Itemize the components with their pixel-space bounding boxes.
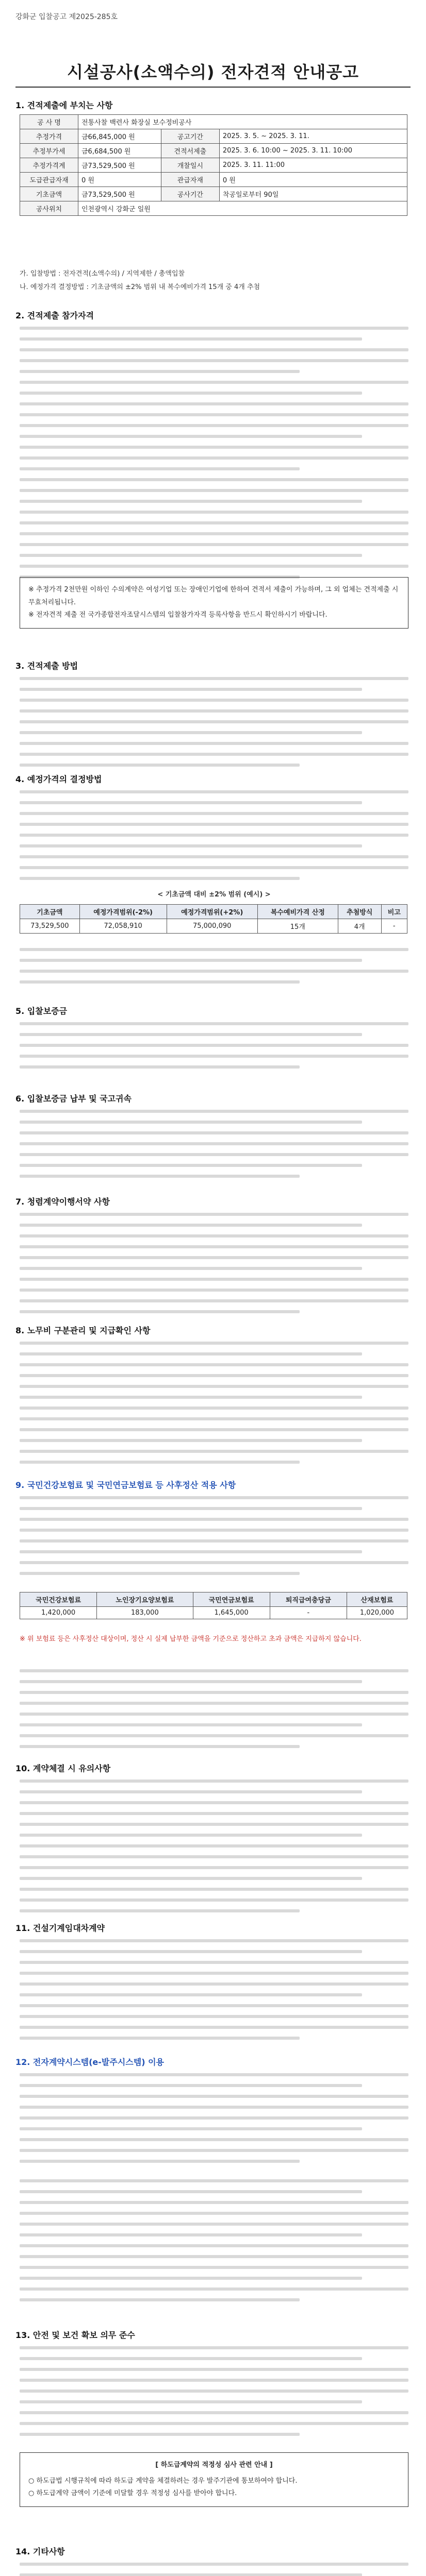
text-block: [20, 1496, 408, 1583]
price-method-text: 나. 예정가격 결정방법 : 기초금액의 ±2% 범위 내 복수예비가격 15개 중 4개 추첨: [20, 283, 260, 291]
table-cell: -: [381, 919, 407, 934]
text-block: [20, 327, 408, 586]
subcontract-notice-box: [20, 2452, 408, 2507]
cell-value: 0 원: [219, 173, 407, 187]
section-heading: 5. 입찰보증금: [15, 1006, 68, 1016]
section-heading: 2. 견적제출 참가자격: [15, 311, 94, 320]
table-cell: 1,020,000: [347, 1607, 407, 1619]
cell-key: 추정가격: [20, 129, 78, 144]
notice-line: ※ 전자견적 제출 전 국가종합전자조달시스템의 입찰참가자격 등록사항을 반드시 확인하시기 바랍니다.: [28, 611, 327, 619]
cell-key: 공 사 명: [20, 115, 78, 129]
table-cell: 183,000: [97, 1607, 193, 1619]
section-heading: 13. 안전 및 보건 확보 의무 준수: [15, 2330, 135, 2340]
cell-value: 0 원: [78, 173, 161, 187]
cell-value: 착공일로부터 90일: [219, 187, 407, 201]
table-header: 추첨방식: [338, 905, 381, 919]
text-block: [20, 2073, 408, 2171]
cell-value: 2025. 3. 6. 10:00 ~ 2025. 3. 11. 10:00: [219, 144, 407, 158]
cell-key: 추정가격계: [20, 158, 78, 173]
section-heading: 10. 계약체결 시 유의사항: [15, 1764, 111, 1773]
notice-line: ※ 추정가격 2천만원 이하인 수의계약은 여성기업 또는 장애인기업에 한하여 견적서 제출이 가능하며, 그 외 업체는 견적제출 시 무효처리됩니다.: [28, 586, 399, 606]
cell-key: 공사기간: [161, 187, 219, 201]
text-block: [20, 1939, 408, 2047]
table-header: 예정가격범위(+2%): [167, 905, 257, 919]
cell-value: 금66,845,000 원: [78, 129, 161, 144]
cell-value: 금6,684,500 원: [78, 144, 161, 158]
text-block: [20, 790, 408, 888]
notice-box: [20, 577, 408, 629]
cell-key: 기초금액: [20, 187, 78, 201]
text-block: [20, 1213, 408, 1321]
table-cell: 75,000,090: [167, 919, 257, 934]
cell-value: 금73,529,500 원: [78, 187, 161, 201]
text-block: [20, 948, 408, 991]
info-table: [20, 114, 407, 216]
insurance-table: [20, 1592, 407, 1619]
cell-key: 공사위치: [20, 201, 78, 216]
table-cell: -: [270, 1607, 347, 1619]
box-line: ○ 하도급계약 금액이 기준에 미달할 경우 적정성 심사를 받아야 합니다.: [28, 2489, 237, 2498]
section-heading: 12. 전자계약시스템(e-발주시스템) 이용: [15, 2057, 164, 2067]
page-title: 시설공사(소액수의) 전자견적 안내공고: [67, 62, 359, 82]
section-heading: 3. 견적제출 방법: [15, 661, 78, 671]
text-block: [20, 2179, 408, 2309]
text-block: [20, 1780, 408, 1920]
box-line: ○ 하도급법 시행규칙에 따라 하도급 계약을 체결하려는 경우 발주기관에 통보하여야 합니다.: [28, 2477, 298, 2485]
text-block: [20, 1342, 408, 1471]
box-title: [ 하도급계약의 적정성 심사 관련 안내 ]: [155, 2461, 273, 2469]
document-number: 강화군 입찰공고 제2025-285호: [15, 13, 118, 21]
text-block: [20, 2346, 408, 2444]
section-heading: 14. 기타사항: [15, 2547, 65, 2556]
cell-value: 인천광역시 강화군 일원: [78, 201, 407, 216]
title-divider: [15, 87, 411, 88]
table-header: 기초금액: [20, 905, 80, 919]
table-header: 국민연금보험료: [193, 1592, 270, 1607]
text-block: [20, 1669, 408, 1756]
cell-key: 견적서제출: [161, 144, 219, 158]
bid-method-text: 가. 입찰방법 : 전자견적(소액수의) / 지역제한 / 총액입찰: [20, 270, 185, 278]
text-block: [20, 2563, 408, 2576]
table-cell: 72,058,910: [79, 919, 167, 934]
text-block: [20, 1110, 408, 1185]
table-row: [20, 919, 407, 934]
table-header: 국민건강보험료: [20, 1592, 97, 1607]
text-block: [20, 1022, 408, 1076]
cell-key: 공고기간: [161, 129, 219, 144]
cell-value: 금73,529,500 원: [78, 158, 161, 173]
text-block: [20, 677, 408, 774]
section-heading: 11. 건설기계임대차계약: [15, 1923, 105, 1933]
section-heading: 8. 노무비 구분관리 및 지급확인 사항: [15, 1326, 151, 1335]
cell-key: 도급관급자재: [20, 173, 78, 187]
table-caption: < 기초금액 대비 ±2% 범위 (예시) >: [157, 891, 271, 899]
cell-value: 2025. 3. 11. 11:00: [219, 158, 407, 173]
price-range-table: [20, 904, 407, 934]
section-heading: 7. 청렴계약이행서약 사항: [15, 1197, 110, 1207]
section-heading: 1. 견적제출에 부치는 사항: [15, 100, 113, 110]
cell-key: 개찰일시: [161, 158, 219, 173]
table-header: 비고: [381, 905, 407, 919]
table-cell: 1,645,000: [193, 1607, 270, 1619]
section-heading: 9. 국민건강보험료 및 국민연금보험료 등 사후정산 적용 사항: [15, 1480, 236, 1490]
table-row: [20, 1607, 407, 1619]
section-heading: 4. 예정가격의 결정방법: [15, 774, 102, 784]
section-heading: 6. 입찰보증금 납부 및 국고귀속: [15, 1094, 132, 1104]
insurance-notice: ※ 위 보험료 등은 사후정산 대상이며, 정산 시 실제 납부한 금액을 기준으로 정산하고 초과 금액은 지급하지 않습니다.: [20, 1635, 362, 1643]
cell-key: 관급자재: [161, 173, 219, 187]
table-header: 산재보험료: [347, 1592, 407, 1607]
table-cell: 4개: [338, 919, 381, 934]
cell-key: 추정부가세: [20, 144, 78, 158]
table-cell: 15개: [257, 919, 338, 934]
cell-value: 전통사찰 백련사 화장실 보수정비공사: [78, 115, 407, 129]
table-header: 퇴직급여충당금: [270, 1592, 347, 1607]
cell-value: 2025. 3. 5. ~ 2025. 3. 11.: [219, 129, 407, 144]
table-cell: 73,529,500: [20, 919, 80, 934]
table-cell: 1,420,000: [20, 1607, 97, 1619]
table-header: 복수예비가격 산정: [257, 905, 338, 919]
table-header: 예정가격범위(-2%): [79, 905, 167, 919]
table-header: 노인장기요양보험료: [97, 1592, 193, 1607]
